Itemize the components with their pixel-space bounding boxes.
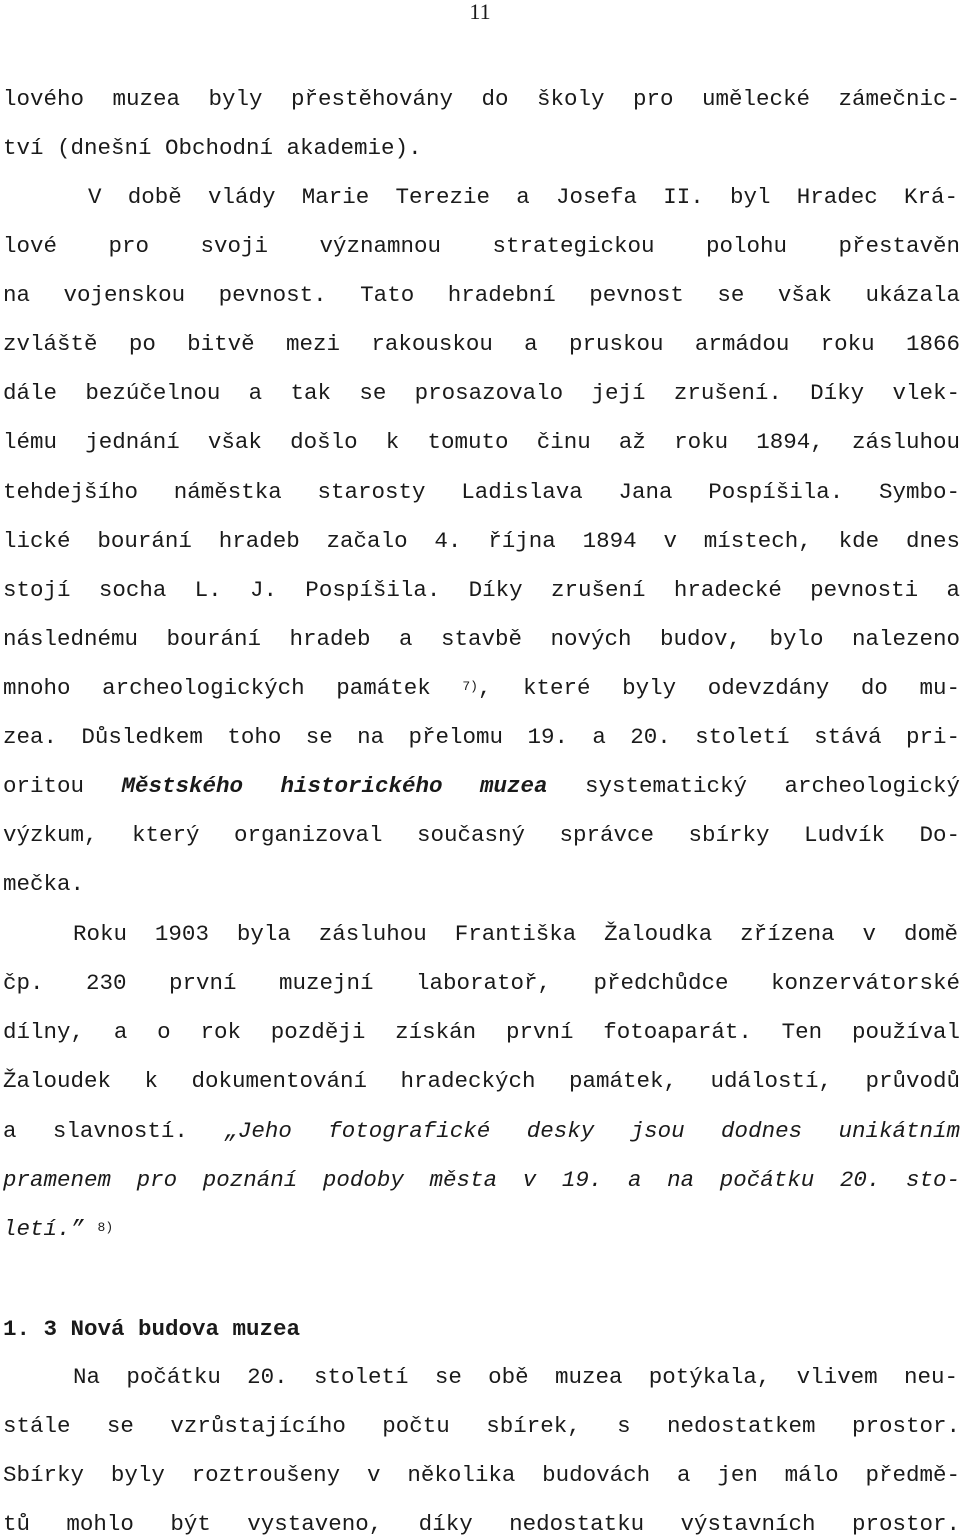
- body-text-line: následnému bourání hradeb a stavbě nových budov, bylo nalezeno: [3, 626, 960, 652]
- text-span: , které byly odevzdány do mu-: [477, 675, 960, 701]
- body-text-line: [3, 1214, 960, 1244]
- text-span: oritou: [3, 773, 122, 799]
- body-text-line: dále bezúčelnou a tak se prosazovalo její zrušení. Díky vlek-: [3, 380, 960, 406]
- body-text-line: stojí socha L. J. Pospíšila. Díky zrušení hradecké pevnosti a: [3, 577, 960, 603]
- body-text-line: lového muzea byly přestěhovány do školy pro umělecké zámečnic-: [3, 86, 960, 112]
- body-text-line: V době vlády Marie Terezie a Josefa II. byl Hradec Krá-: [88, 184, 958, 210]
- footnote-marker: 8): [97, 1220, 114, 1235]
- quote-text: letí.”: [3, 1216, 85, 1242]
- body-text-line: výzkum, který organizoval současný správce sbírky Ludvík Do-: [3, 822, 960, 848]
- text-span: a slavností.: [3, 1118, 225, 1144]
- body-text-line: Žaloudek k dokumentování hradeckých památek, událostí, průvodů: [3, 1068, 960, 1094]
- body-text-line: Sbírky byly roztroušeny v několika budovách a jen málo předmě-: [3, 1462, 960, 1488]
- text-span: systematický archeologický: [547, 773, 960, 799]
- quote-text: „Jeho fotografické desky jsou dodnes unikátním: [224, 1118, 960, 1144]
- body-text-line: [3, 1116, 960, 1146]
- footnote-marker: 7): [462, 679, 478, 694]
- body-text-line: stále se vzrůstajícího počtu sbírek, s nedostatkem prostor.: [3, 1413, 960, 1439]
- body-text-line: na vojenskou pevnost. Tato hradební pevnost se však ukázala: [3, 282, 960, 308]
- body-text-line: tehdejšího náměstka starosty Ladislava Jana Pospíšila. Symbo-: [3, 479, 960, 505]
- body-text-line: zea. Důsledkem toho se na přelomu 19. a 20. století stává pri-: [3, 724, 960, 750]
- body-text-line: mečka.: [3, 871, 85, 897]
- body-text-line: Roku 1903 byla zásluhou Františka Žaloudka zřízena v domě: [73, 921, 958, 947]
- body-text-line: lové pro svoji významnou strategickou polohu přestavěn: [3, 233, 960, 259]
- page-number: 11: [469, 0, 491, 24]
- body-text-line: čp. 230 první muzejní laboratoř, předchůdce konzervátorské: [3, 970, 960, 996]
- body-text-line: lému jednání však došlo k tomuto činu až roku 1894, zásluhou: [3, 429, 960, 455]
- body-text-line: [3, 673, 960, 703]
- body-text-line: [3, 771, 960, 801]
- quote-line: pramenem pro poznání podoby města v 19. a na počátku 20. sto-: [3, 1167, 960, 1193]
- section-heading: 1. 3 Nová budova muzea: [3, 1316, 301, 1342]
- body-text-line: tů mohlo být vystaveno, díky nedostatku výstavních prostor.: [3, 1511, 960, 1537]
- museum-name-emphasis: Městského historického muzea: [121, 773, 548, 799]
- body-text-line: Na počátku 20. století se obě muzea potýkala, vlivem neu-: [73, 1364, 958, 1390]
- text-span: mnoho archeologických památek: [3, 675, 463, 701]
- body-text-line: zvláště po bitvě mezi rakouskou a pruskou armádou roku 1866: [3, 331, 960, 357]
- body-text-line: lické bourání hradeb začalo 4. října 1894 v místech, kde dnes: [3, 528, 960, 554]
- body-text-line: tví (dnešní Obchodní akademie).: [3, 135, 422, 161]
- body-text-line: dílny, a o rok později získán první fotoaparát. Ten používal: [3, 1019, 960, 1045]
